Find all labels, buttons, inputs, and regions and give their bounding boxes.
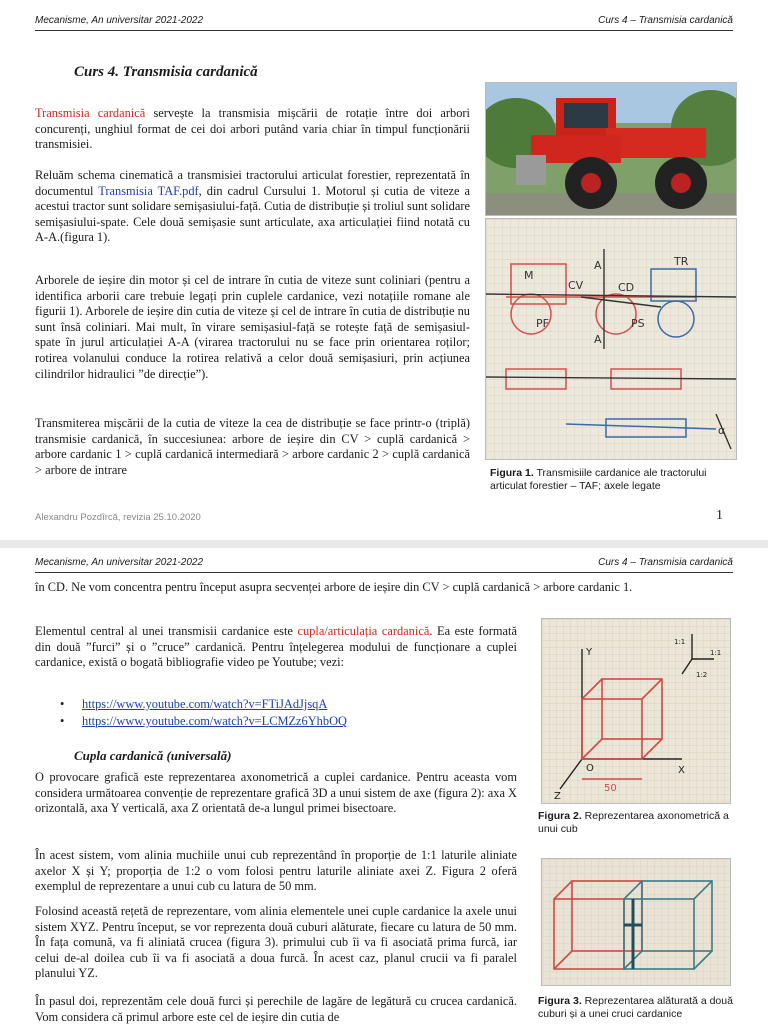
page-header [35, 556, 733, 573]
reteta-text: Folosind această rețetă de reprezentare, vom alinia elementele unei cuple cardanice la axele unui sistem XYZ. Pentru început, se vor reprezenta două cuburi alăturate, fiecare cu latura de 50 mm. În fața comună, va fi aliniată crucea (figura 3). primului cub îi va fi asociată prima furcă, iar celui de-al doilea cub îi va fi asociată a doua furcă. În acest caz, planul crucii va fi paralel planului YZ. [35, 904, 517, 981]
cupla-text-a: Elementul central al unei transmisii cardanice este [35, 624, 298, 638]
figure-2-caption [538, 810, 733, 836]
transmission-sketch-drawing [486, 219, 736, 459]
continuation-text: în CD. Ne vom concentra pentru început asupra secvenței arbore de ieșire din CV > cuplă cardanică > arbore cardanic 1. [35, 580, 633, 594]
arbori-text: Arborele de ieșire din motor și cel de intrare în cutia de viteze sunt coliniari (pentru a identifica arborii care trebuie legați prin cuplele cardanice, vezi notațiile romane ale figurii 1). Arborele de ieșire din cutia de viteze și cel de intrare în cutia de distribuție nu sunt însă coliniari. Mai mult, în virare semișasiul-față se rotește față de semișasiul-spate în jurul articulației A-A (virarea tractorului nu se face prin orientarea roților; rotirea volanului conduce la rotirea relativă a celor două semișasiuri, prin acțiunea cilindrilor hidraulici ”de direcție”). [35, 273, 470, 381]
schema-text-a: Reluăm schema cinematică a transmisiei tractorului articulat forestier, reprezentată în documentul [35, 168, 470, 198]
figure-3-text: Reprezentarea alăturată a două cuburi și a unei cruci cardanice [538, 995, 733, 1020]
paragraph-reteta [35, 904, 517, 982]
cube-scale-z: 1:2 [696, 671, 708, 679]
cube-axis-y: Y [586, 647, 593, 658]
header-lecture: Curs 4 – Transmisia cardanică [598, 15, 733, 26]
tractor-photo [485, 82, 737, 216]
paragraph-schema [35, 168, 470, 246]
term-cupla: cupla/articulația cardanică [297, 624, 430, 638]
page-2 [0, 548, 768, 1024]
sketch-label-m: M [524, 269, 534, 282]
sketch-label-a2: A [594, 333, 602, 346]
paragraph-pas-doi [35, 994, 517, 1025]
tractor-illustration [486, 83, 736, 215]
cube-origin: O [586, 763, 594, 774]
header-lecture: Curs 4 – Transmisia cardanică [598, 557, 733, 568]
cube-drawing [542, 619, 730, 803]
figure-1-text: Transmisiile cardanice ale tractorului articulat forestier – TAF; axele legate [490, 467, 707, 492]
figure-2-text: Reprezentarea axonometrică a unui cub [538, 810, 729, 835]
page-footer: Alexandru Pozdîrcă, revizia 25.10.2020 [35, 512, 201, 523]
paragraph-continuation [35, 580, 735, 596]
intro-text: servește la transmisia mișcării de rotație între doi arbori concurenți, unghiul format de cei doi arbori putând varia chiar în timpul funcționării transmisiei. [35, 106, 470, 152]
list-item [60, 696, 347, 713]
paragraph-transmitere [35, 416, 470, 478]
schema-text-b: , din cadrul Cursului 1. Motorul și cutia de viteze a acestui tractor sunt solidare semișasiului-față. Cutia de distribuție și troliul sunt solidare semișasiului-spate. Cele două semișasie sunt articulate, axa articulației fiind notată cu A-A.(figura 1). [35, 183, 471, 245]
page-header [35, 14, 733, 31]
youtube-link-1[interactable]: https://www.youtube.com/watch?v=FTiJAdJjsqA [82, 697, 328, 711]
cube-scale-x: 1:1 [710, 649, 722, 657]
paragraph-intro [35, 106, 470, 153]
transmission-sketch [485, 218, 737, 460]
page-title: Curs 4. Transmisia cardanică [74, 64, 258, 80]
video-link-list [60, 696, 347, 730]
list-item [60, 713, 347, 730]
cube-axis-z: Z [554, 791, 561, 802]
cube-axis-x: X [678, 765, 685, 776]
two-cubes-figure [541, 858, 731, 986]
cube-dimension: 50 [604, 783, 617, 794]
paragraph-arbori [35, 273, 470, 382]
sketch-label-cd: CD [618, 281, 635, 294]
transmitere-text: Transmiterea mișcării de la cutia de viteze la cea de distribuție se face printr-o (triplă) transmisie cardanică, în succesiunea: arbore de ieșire din CV > cuplă cardanică > arbore cardanic 1 > cuplă cardanică intermediară > arbore cardanic 2 > cuplă cardanică > arbore de intrare [35, 416, 470, 477]
sketch-label-cv: CV [568, 279, 584, 292]
paragraph-proportii [35, 848, 517, 895]
term-transmisia: Transmisia cardanică [35, 106, 146, 120]
sketch-label-alpha: α [718, 424, 726, 437]
cube-figure [541, 618, 731, 804]
cupla-text-b: . Ea este formată din două ”furci” și o ”cruce” cardanică. Pentru înțelegerea modului de funcționare a cuplei cardanice, există o bogată bibliografie video pe Youtube; vezi: [35, 624, 517, 670]
header-course: Mecanisme, An universitar 2021-2022 [35, 15, 204, 26]
figure-3-caption [538, 995, 733, 1021]
section-subtitle: Cupla cardanică (universală) [74, 748, 232, 763]
cube-scale-y: 1:1 [674, 638, 686, 646]
figure-1-label: Figura 1. [490, 467, 534, 479]
page-number: 1 [716, 508, 723, 523]
two-cubes-drawing [542, 859, 730, 985]
sketch-label-pf: PF [536, 317, 549, 330]
pas-doi-text: În pasul doi, reprezentăm cele două furci și perechile de lagăre de legătură cu crucea cardanică. Vom considera că primul arbore este cel de ieșire din cutia de [35, 994, 517, 1024]
proportii-text: În acest sistem, vom alinia muchiile unui cub reprezentând în proporție de 1:1 laturile aliniate axelor X și Y; proporția de 1:2 o vom folosi pentru laturile aliniate axei Z. Figura 2 oferă exemplul de reprezentare a unui cub cu latura de 50 mm. [35, 848, 517, 894]
figure-3-label: Figura 3. [538, 995, 582, 1007]
youtube-link-2[interactable]: https://www.youtube.com/watch?v=LCMZz6YhbOQ [82, 714, 347, 728]
paragraph-axonometric [35, 770, 517, 817]
page-separator [0, 540, 768, 548]
sketch-label-ps: PS [631, 317, 645, 330]
paragraph-cupla [35, 624, 517, 671]
axonometric-text: O provocare grafică este reprezentarea axonometrică a cuplei cardanice. Pentru aceasta vom considera următoarea convenție de reprezentare grafică 3D a unui sistem de axe (figura 2): axa X orizontală, axa Y verticală, axa Z orientată de-a lungul primei bisectoare. [35, 770, 517, 816]
sketch-label-tr: TR [674, 255, 689, 268]
figure-1-caption [490, 467, 735, 493]
header-course: Mecanisme, An universitar 2021-2022 [35, 557, 204, 568]
link-transmisia-taf[interactable]: Transmisia TAF.pdf [98, 183, 199, 198]
sketch-label-a1: A [594, 259, 602, 272]
figure-2-label: Figura 2. [538, 810, 582, 822]
